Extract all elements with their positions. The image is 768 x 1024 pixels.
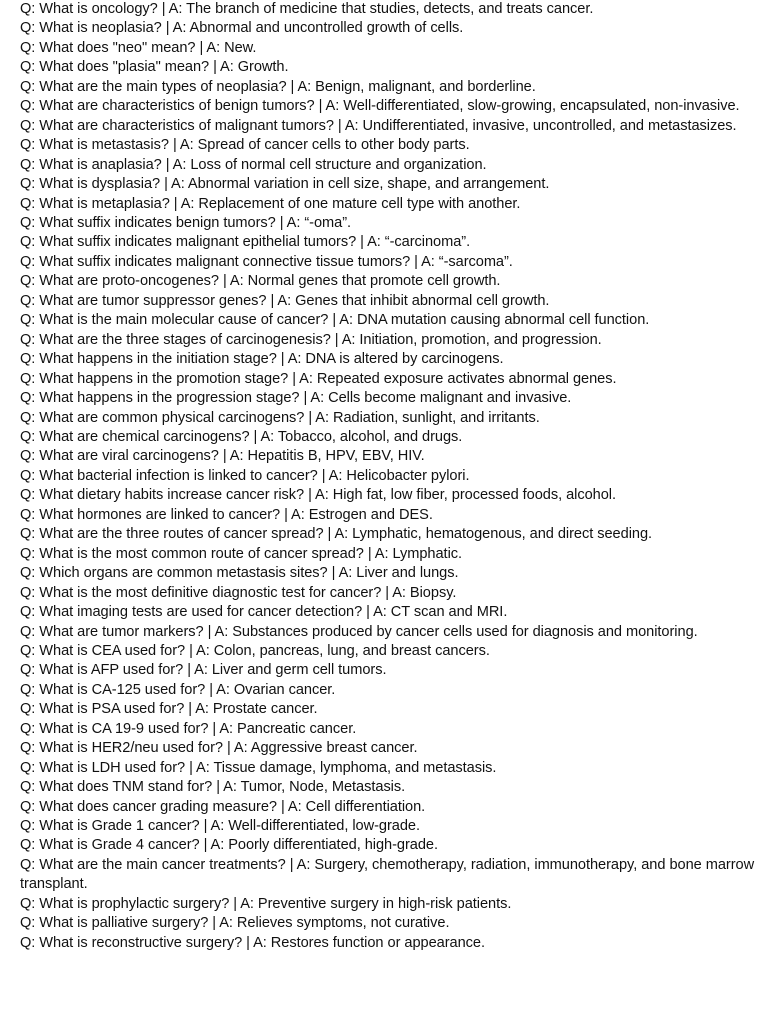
qa-line: Q: What is CA 19-9 used for? | A: Pancreatic cancer.	[20, 720, 357, 737]
qa-line: Q: What is the main molecular cause of cancer? | A: DNA mutation causing abnormal cell function.	[20, 312, 650, 329]
qa-line: Q: What suffix indicates benign tumors? | A: “-oma”.	[20, 214, 352, 231]
qa-line: Q: What is the most common route of cancer spread? | A: Lymphatic.	[20, 545, 463, 562]
qa-line: Q: What are proto-oncogenes? | A: Normal genes that promote cell growth.	[20, 273, 501, 290]
qa-line: Q: What is reconstructive surgery? | A: Restores function or appearance.	[20, 934, 485, 951]
qa-line: Q: What are chemical carcinogens? | A: Tobacco, alcohol, and drugs.	[20, 428, 463, 445]
qa-line: Q: What are the three stages of carcinogenesis? | A: Initiation, promotion, and progression.	[20, 331, 602, 348]
qa-line: Q: What does cancer grading measure? | A: Cell differentiation.	[20, 798, 426, 815]
qa-line: Q: What suffix indicates malignant epithelial tumors? | A: “-carcinoma”.	[20, 234, 471, 251]
qa-line: Q: What is the most definitive diagnostic test for cancer? | A: Biopsy.	[20, 584, 457, 601]
qa-line: Q: What happens in the promotion stage? | A: Repeated exposure activates abnormal genes.	[20, 370, 617, 387]
qa-line: Q: What is neoplasia? | A: Abnormal and uncontrolled growth of cells.	[20, 20, 464, 37]
qa-line: Q: What is CA-125 used for? | A: Ovarian cancer.	[20, 681, 336, 698]
qa-line: Q: What bacterial infection is linked to cancer? | A: Helicobacter pylori.	[20, 467, 470, 484]
qa-line: Q: What imaging tests are used for cancer detection? | A: CT scan and MRI.	[20, 604, 508, 621]
qa-line: Q: What is PSA used for? | A: Prostate cancer.	[20, 701, 318, 718]
qa-line: Q: What is metaplasia? | A: Replacement of one mature cell type with another.	[20, 195, 521, 212]
qa-line: Q: What happens in the initiation stage? | A: DNA is altered by carcinogens.	[20, 351, 504, 368]
qa-line: Q: What is dysplasia? | A: Abnormal variation in cell size, shape, and arrangement.	[20, 176, 550, 193]
qa-line: Q: What are common physical carcinogens? | A: Radiation, sunlight, and irritants.	[20, 409, 540, 426]
qa-line: Q: What does "plasia" mean? | A: Growth.	[20, 59, 289, 76]
qa-line: Q: What is palliative surgery? | A: Relieves symptoms, not curative.	[20, 915, 450, 932]
qa-line: Q: What is AFP used for? | A: Liver and germ cell tumors.	[20, 662, 387, 679]
qa-line: Q: What is prophylactic surgery? | A: Preventive surgery in high-risk patients.	[20, 895, 512, 912]
qa-line: Q: Which organs are common metastasis sites? | A: Liver and lungs.	[20, 565, 459, 582]
qa-line: Q: What is oncology? | A: The branch of medicine that studies, detects, and treats cancer.	[20, 1, 594, 17]
qa-line: Q: What happens in the progression stage? | A: Cells become malignant and invasive.	[20, 390, 572, 407]
qa-line: Q: What does TNM stand for? | A: Tumor, Node, Metastasis.	[20, 779, 406, 796]
qa-line: Q: What are tumor suppressor genes? | A: Genes that inhibit abnormal cell growth.	[20, 292, 550, 309]
qa-line: Q: What does "neo" mean? | A: New.	[20, 39, 257, 56]
qa-line: Q: What is anaplasia? | A: Loss of normal cell structure and organization.	[20, 156, 487, 173]
qa-line: Q: What are characteristics of malignant tumors? | A: Undifferentiated, invasive, uncontrolled, and metastasizes.	[20, 117, 737, 134]
qa-line: Q: What is HER2/neu used for? | A: Aggressive breast cancer.	[20, 740, 418, 757]
qa-line: Q: What are the main cancer treatments? | A: Surgery, chemotherapy, radiation, immunotherapy, and bone marrow transplant.	[20, 856, 755, 893]
qa-line: Q: What hormones are linked to cancer? | A: Estrogen and DES.	[20, 506, 433, 523]
qa-line: Q: What is CEA used for? | A: Colon, pancreas, lung, and breast cancers.	[20, 642, 490, 659]
qa-line: Q: What are viral carcinogens? | A: Hepatitis B, HPV, EBV, HIV.	[20, 448, 425, 465]
qa-line: Q: What dietary habits increase cancer risk? | A: High fat, low fiber, processed foods, alcohol.	[20, 487, 617, 504]
qa-line: Q: What is Grade 4 cancer? | A: Poorly differentiated, high-grade.	[20, 837, 438, 854]
qa-line: Q: What are tumor markers? | A: Substances produced by cancer cells used for diagnosis and monitoring.	[20, 623, 698, 640]
qa-document	[20, 0, 760, 953]
qa-line: Q: What is metastasis? | A: Spread of cancer cells to other body parts.	[20, 137, 470, 154]
qa-line: Q: What is Grade 1 cancer? | A: Well-differentiated, low-grade.	[20, 818, 420, 835]
qa-line: Q: What suffix indicates malignant connective tissue tumors? | A: “-sarcoma”.	[20, 253, 513, 270]
qa-line: Q: What is LDH used for? | A: Tissue damage, lymphoma, and metastasis.	[20, 759, 497, 776]
qa-line: Q: What are the three routes of cancer spread? | A: Lymphatic, hematogenous, and direct seeding.	[20, 526, 653, 543]
qa-line: Q: What are characteristics of benign tumors? | A: Well-differentiated, slow-growing, encapsulated, non-invasive.	[20, 98, 740, 115]
qa-line: Q: What are the main types of neoplasia? | A: Benign, malignant, and borderline.	[20, 78, 536, 95]
